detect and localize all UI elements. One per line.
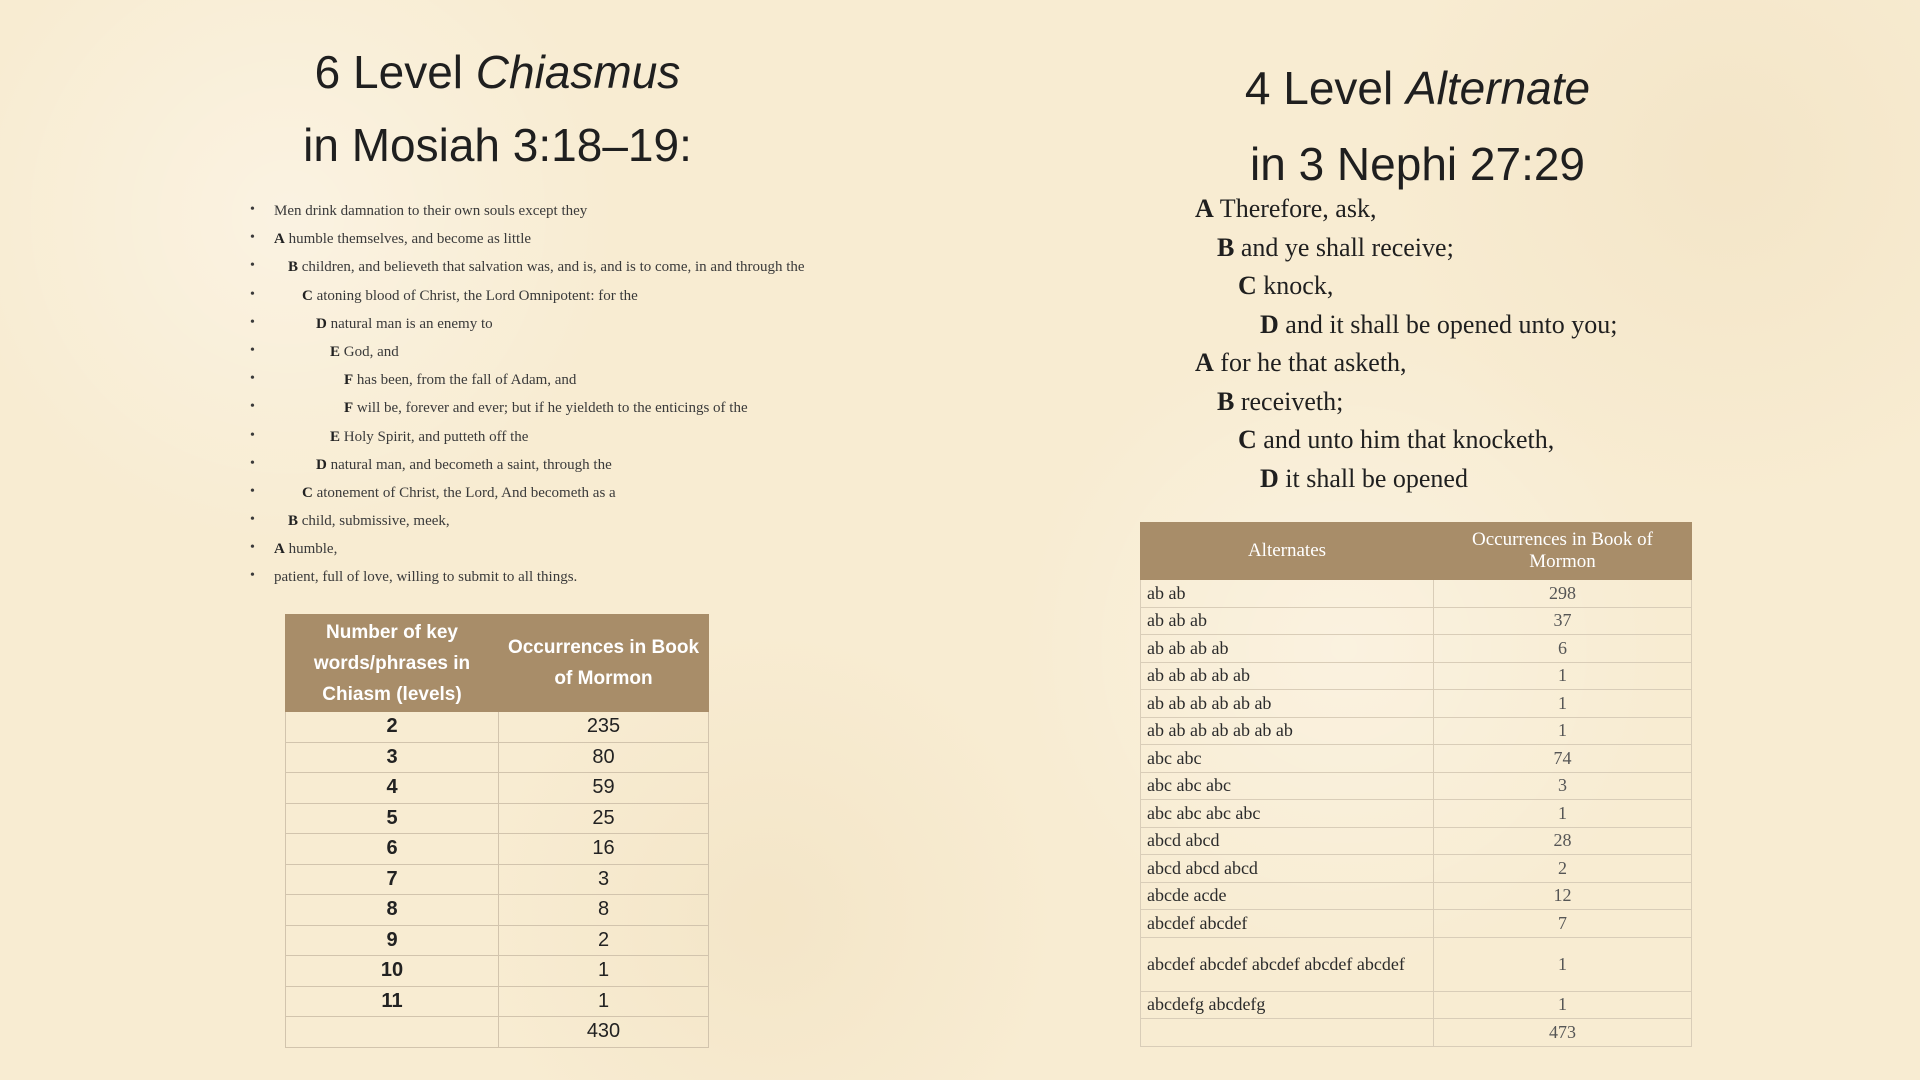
table-row: abcdef abcdef abcdef abcdef abcdef 1 xyxy=(1141,937,1692,991)
table-row: ab ab ab ab ab 1 xyxy=(1141,662,1692,690)
alternate-title-line2: in 3 Nephi 27:29 xyxy=(1249,138,1586,190)
chiasmus-title-line2: in Mosiah 3:18–19: xyxy=(303,119,692,171)
table-header-occurrences: Occurrences in Book of Mormon xyxy=(499,615,709,712)
table-row: abc abc abc 3 xyxy=(1141,772,1692,800)
table-header-row xyxy=(1141,523,1692,580)
table-row: ab ab ab ab ab ab ab 1 xyxy=(1141,717,1692,745)
alternate-line: A Therefore, ask, xyxy=(1195,194,1377,223)
table-row: ab ab ab ab 6 xyxy=(1141,635,1692,663)
table-row: 3 80 xyxy=(286,742,709,773)
alternate-title-line1: 4 Level Alternate xyxy=(1244,62,1591,114)
table-header-occurrences: Occurrences in Book of Mormon xyxy=(1434,523,1692,580)
table-row: abcd abcd abcd 2 xyxy=(1141,855,1692,883)
alternates-table xyxy=(1140,522,1692,1047)
table-row: abcde acde 12 xyxy=(1141,882,1692,910)
alternate-line: A for he that asketh, xyxy=(1195,348,1407,377)
table-row: 6 16 xyxy=(286,834,709,865)
alternate-line: D and it shall be opened unto you; xyxy=(1260,309,1618,339)
alternate-line: B and ye shall receive; xyxy=(1217,232,1454,262)
table-total-row xyxy=(286,1017,709,1048)
table-row: abc abc abc abc 1 xyxy=(1141,800,1692,828)
table-row: 7 3 xyxy=(286,864,709,895)
table-row: 9 2 xyxy=(286,925,709,956)
alternate-line: C and unto him that knocketh, xyxy=(1238,425,1555,454)
table-total-row xyxy=(1141,1019,1692,1047)
alternates-total: 473 xyxy=(1434,1019,1692,1047)
table-row: 11 1 xyxy=(286,986,709,1017)
chiasmus-title-line1: 6 Level Chiasmus xyxy=(314,46,681,98)
table-row: abcdef abcdef 7 xyxy=(1141,910,1692,938)
alternate-verse-list xyxy=(1195,193,1617,501)
table-row: abcd abcd 28 xyxy=(1141,827,1692,855)
table-row: 10 1 xyxy=(286,956,709,987)
table-row: ab ab ab ab ab ab 1 xyxy=(1141,690,1692,718)
chiasmus-title xyxy=(200,36,795,182)
table-header-row xyxy=(286,615,709,712)
alternate-line: B receiveth; xyxy=(1217,386,1344,416)
table-row: 8 8 xyxy=(286,895,709,926)
alternate-line: D it shall be opened xyxy=(1260,463,1468,493)
table-row: 5 25 xyxy=(286,803,709,834)
table-row: ab ab 298 xyxy=(1141,580,1692,608)
table-row: 2 235 xyxy=(286,712,709,743)
alternate-line: C knock, xyxy=(1238,271,1334,300)
table-header-levels: Number of key words/phrases in Chiasm (levels) xyxy=(286,615,499,712)
levels-total: 430 xyxy=(499,1017,709,1048)
table-row: abcdefg abcdefg 1 xyxy=(1141,991,1692,1019)
alternate-title xyxy=(1120,50,1715,202)
table-row: abc abc 74 xyxy=(1141,745,1692,773)
table-row: ab ab ab 37 xyxy=(1141,607,1692,635)
chiasm-levels-table xyxy=(285,614,709,1048)
table-row: 4 59 xyxy=(286,773,709,804)
table-header-alternates: Alternates xyxy=(1141,523,1434,580)
